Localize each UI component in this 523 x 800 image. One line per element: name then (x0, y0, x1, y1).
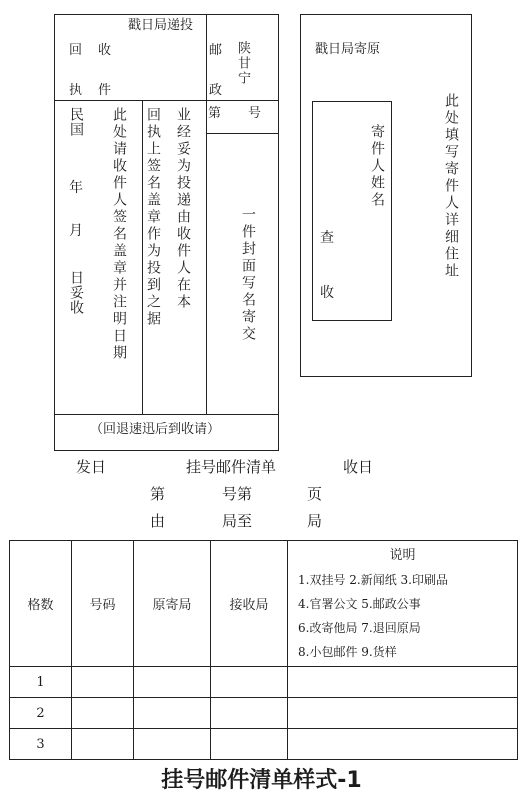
receipt-sign-instruction: 此处请收件人签名盖章并注明日期 (111, 107, 127, 362)
sender-name-label: 寄件人姓名 (369, 124, 385, 209)
header-cell-receiving-office: 接收局 (211, 541, 288, 667)
list-title: 挂号邮件清单 (186, 458, 277, 476)
receipt-return-sign-note: 回执上签名盖章作为投到之据 (145, 107, 161, 328)
legend-line-3: 6.改寄他局 7.退回原局 (298, 621, 421, 635)
receipt-you: 邮 (209, 43, 223, 58)
row-note-cell (288, 698, 518, 729)
legend-line-1: 1.双挂号 2.新闻纸 3.印刷品 (298, 573, 448, 587)
route-from: 由 (150, 512, 166, 530)
header-cell-number: 号码 (72, 541, 134, 667)
receipt-hui: 回 (69, 43, 83, 58)
legend-cell (288, 541, 518, 667)
row-origin-cell (134, 698, 211, 729)
legend-line-2: 4.官署公文 5.邮政公事 (298, 597, 421, 611)
receipt-date-prefix: 民国 (68, 107, 84, 137)
send-date-label: 发日 (76, 458, 107, 476)
receipt-hao: 号 (248, 106, 262, 121)
row-index: 3 (10, 729, 72, 760)
row-origin-cell (134, 667, 211, 698)
number-prefix: 第 (150, 485, 166, 503)
table-header-row (10, 541, 518, 667)
table-row (10, 698, 518, 729)
receipt-item-note: 一件封面写名寄交 (240, 207, 256, 343)
row-note-cell (288, 667, 518, 698)
sender-cha: 查 (320, 230, 334, 246)
receipt-zhi: 执 (69, 83, 83, 98)
registered-mail-table (9, 540, 518, 760)
receipt-footer: （回退速迅后到收请） (90, 422, 221, 437)
receipt-zheng: 政 (209, 83, 223, 98)
address-postmark-label: 戳日局寄原 (315, 42, 381, 57)
row-receiving-cell (211, 729, 288, 760)
table-row (10, 729, 518, 760)
row-index: 1 (10, 667, 72, 698)
number-page-prefix: 号第 (222, 485, 253, 503)
receipt-shou: 收 (98, 43, 112, 58)
receipt-di: 第 (208, 106, 222, 121)
header-cell-grid-number: 格数 (10, 541, 72, 667)
route-to: 局至 (222, 512, 253, 530)
sender-shou: 收 (320, 285, 334, 301)
sender-address-instruction: 此处填写寄件人详细住址 (443, 93, 459, 280)
row-number-cell (72, 729, 134, 760)
receipt-title: 戳日局递投 (128, 18, 194, 33)
header-cell-origin-office: 原寄局 (134, 541, 211, 667)
receipt-jian: 件 (98, 83, 112, 98)
row-receiving-cell (211, 667, 288, 698)
receipt-month: 月 (69, 223, 83, 239)
page-suffix: 页 (307, 485, 323, 503)
receipt-day-received: 日妥收 (68, 270, 84, 315)
row-receiving-cell (211, 698, 288, 729)
route-office: 局 (307, 512, 323, 530)
row-number-cell (72, 667, 134, 698)
row-number-cell (72, 698, 134, 729)
figure-caption: 挂号邮件清单样式-1 (161, 768, 362, 793)
legend-title: 说明 (389, 548, 416, 563)
receipt-year: 年 (69, 180, 83, 196)
row-index: 2 (10, 698, 72, 729)
receipt-region: 陕甘宁 (235, 41, 250, 86)
legend-line-4: 8.小包邮件 9.货样 (298, 645, 397, 659)
row-origin-cell (134, 729, 211, 760)
table-row (10, 667, 518, 698)
receipt-delivery-note: 业经妥为投递由收件人在本 (175, 107, 191, 311)
row-note-cell (288, 729, 518, 760)
receive-date-label: 收日 (343, 458, 374, 476)
